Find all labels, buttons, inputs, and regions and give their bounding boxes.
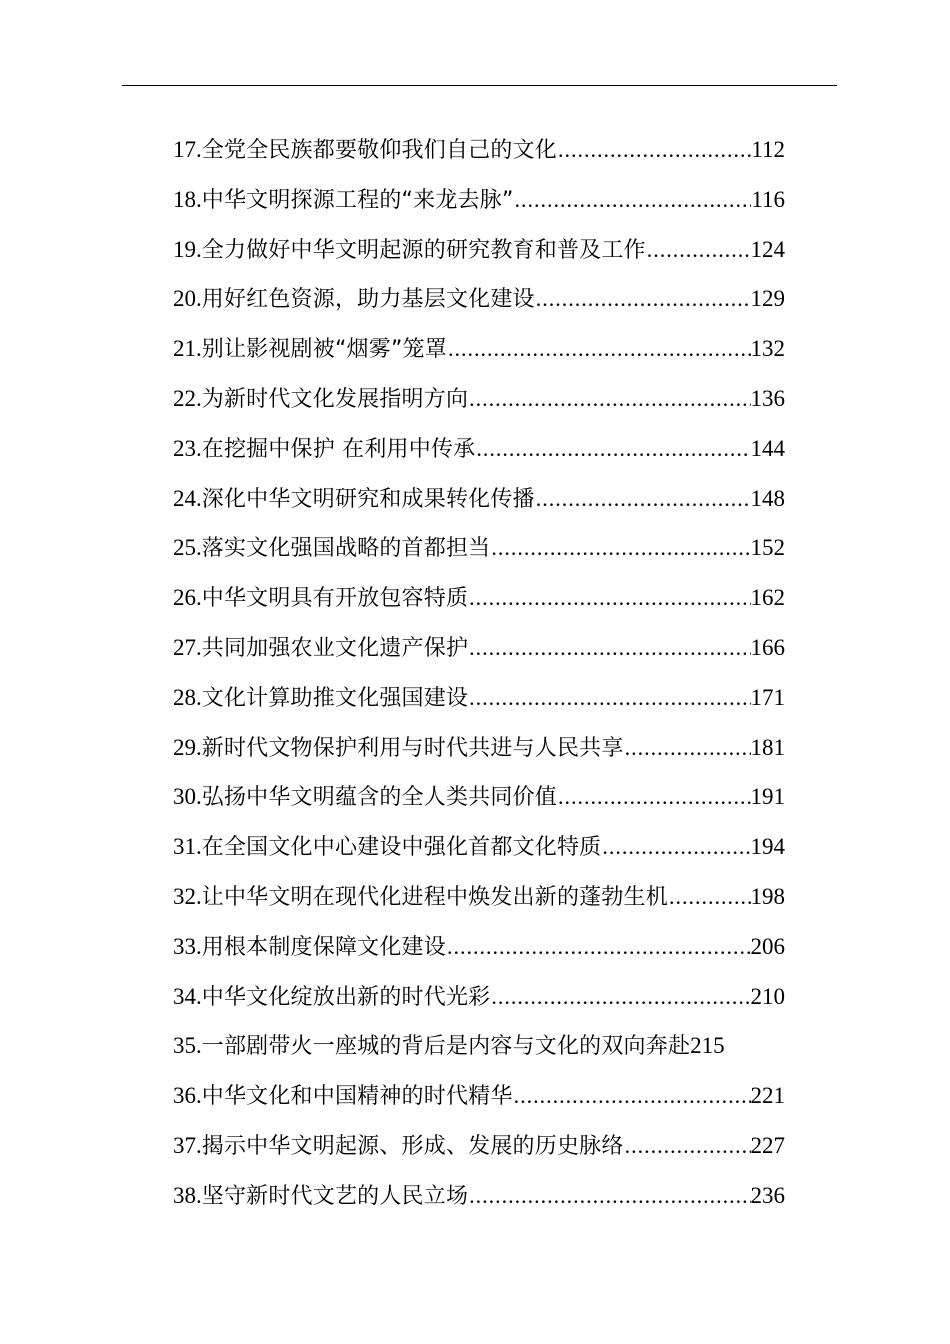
toc-entry-title: 全党全民族都要敬仰我们自己的文化 bbox=[201, 138, 557, 163]
toc-entry-number: 28. bbox=[173, 684, 202, 710]
toc-entry-page: 124 bbox=[750, 236, 785, 262]
toc-entry-number: 31. bbox=[173, 834, 202, 860]
toc-entry-title: 中华文化和中国精神的时代精华 bbox=[201, 1084, 513, 1110]
toc-entry-number: 33. bbox=[173, 933, 202, 959]
toc-entry-number: 23. bbox=[173, 435, 202, 461]
toc-entry[interactable] bbox=[173, 180, 785, 230]
toc-entry-title: 弘扬中华文明蕴含的全人类共同价值 bbox=[201, 785, 557, 811]
toc-entry[interactable] bbox=[173, 528, 785, 578]
toc-entry-page: 181 bbox=[750, 734, 785, 760]
toc-dot-leader bbox=[602, 827, 750, 867]
toc-entry-number: 36. bbox=[173, 1083, 202, 1109]
toc-entry-page: 152 bbox=[750, 535, 785, 561]
toc-entry-title: 共同加强农业文化遗产保护 bbox=[201, 635, 469, 661]
toc-entry-number: 25. bbox=[173, 535, 202, 561]
header-rule bbox=[122, 85, 837, 86]
toc-entry-title: 让中华文明在现代化进程中焕发出新的蓬勃生机 bbox=[201, 884, 668, 910]
toc-entry-number: 29. bbox=[173, 734, 202, 760]
toc-entry[interactable] bbox=[173, 777, 785, 827]
toc-entry[interactable] bbox=[173, 429, 785, 479]
toc-entry-title: 新时代文物保护利用与时代共进与人民共享 bbox=[201, 735, 624, 761]
toc-entry-title: 坚守新时代文艺的人民立场 bbox=[201, 1183, 469, 1209]
toc-entry-page: 227 bbox=[750, 1132, 785, 1158]
toc-dot-leader bbox=[647, 230, 751, 270]
toc-entry-page: 129 bbox=[750, 286, 785, 312]
toc-dot-leader bbox=[515, 180, 752, 220]
toc-entry-title: 为新时代文化发展指明方向 bbox=[201, 386, 469, 412]
toc-dot-leader bbox=[669, 877, 751, 917]
toc-entry-page: 210 bbox=[750, 983, 785, 1009]
toc-dot-leader bbox=[536, 279, 751, 319]
toc-dot-leader bbox=[625, 1126, 751, 1166]
toc-entry[interactable] bbox=[173, 329, 785, 379]
toc-entry-page: 171 bbox=[750, 684, 785, 710]
toc-entry-title: 一部剧带火一座城的背后是内容与文化的双向奔赴 bbox=[201, 1034, 691, 1060]
toc-entry[interactable] bbox=[173, 877, 785, 927]
toc-entry-title: 别让影视剧被“烟雾”笼罩 bbox=[201, 337, 447, 363]
toc-dot-leader bbox=[469, 379, 750, 419]
toc-entry-page: 162 bbox=[750, 585, 785, 611]
toc-entry[interactable] bbox=[173, 578, 785, 628]
toc-entry-number: 17. bbox=[173, 137, 202, 162]
toc-entry-number: 19. bbox=[173, 236, 202, 262]
toc-entry[interactable] bbox=[173, 927, 785, 977]
toc-entry-page: 206 bbox=[750, 933, 785, 959]
toc-entry-number: 27. bbox=[173, 634, 202, 660]
toc-entry-title: 在全国文化中心建设中强化首都文化特质 bbox=[201, 835, 602, 861]
toc-dot-leader bbox=[448, 329, 751, 369]
toc-dot-leader bbox=[558, 130, 751, 170]
toc-entry-title: 深化中华文明研究和成果转化传播 bbox=[201, 486, 535, 512]
toc-entry-number: 35. bbox=[173, 1033, 202, 1059]
toc-entry[interactable] bbox=[173, 379, 785, 429]
table-of-contents bbox=[173, 130, 813, 1226]
toc-entry-page: 116 bbox=[751, 186, 785, 212]
toc-dot-leader bbox=[469, 578, 750, 618]
toc-entry-number: 26. bbox=[173, 585, 202, 611]
toc-entry[interactable] bbox=[173, 728, 785, 778]
toc-entry[interactable] bbox=[173, 678, 785, 728]
toc-dot-leader bbox=[514, 1076, 751, 1116]
toc-entry-page: 132 bbox=[750, 336, 785, 362]
toc-entry-number: 30. bbox=[173, 784, 202, 810]
toc-dot-leader bbox=[447, 927, 751, 967]
toc-entry-page: 236 bbox=[750, 1182, 785, 1208]
toc-entry-page: 191 bbox=[750, 784, 785, 810]
toc-dot-leader bbox=[469, 1176, 750, 1216]
toc-entry-number: 18. bbox=[173, 186, 202, 212]
toc-entry[interactable] bbox=[173, 230, 785, 280]
toc-entry-number: 24. bbox=[173, 485, 202, 511]
toc-dot-leader bbox=[558, 777, 751, 817]
toc-entry-title: 文化计算助推文化强国建设 bbox=[201, 685, 469, 711]
toc-entry-title: 中华文明探源工程的“来龙去脉” bbox=[201, 187, 514, 213]
toc-entry-page: 112 bbox=[751, 137, 785, 162]
toc-dot-leader bbox=[476, 429, 750, 469]
toc-dot-leader bbox=[491, 528, 750, 568]
toc-entry[interactable] bbox=[173, 479, 785, 529]
toc-dot-leader bbox=[491, 977, 750, 1017]
toc-dot-leader bbox=[625, 728, 751, 768]
toc-entry[interactable] bbox=[173, 1076, 785, 1126]
toc-entry-number: 32. bbox=[173, 883, 202, 909]
toc-entry-title: 揭示中华文明起源、形成、发展的历史脉络 bbox=[201, 1133, 624, 1159]
toc-entry-page: 221 bbox=[750, 1083, 785, 1109]
toc-entry-number: 34. bbox=[173, 983, 202, 1009]
toc-entry[interactable] bbox=[173, 279, 785, 329]
toc-entry-title: 中华文明具有开放包容特质 bbox=[201, 586, 469, 612]
toc-entry[interactable] bbox=[173, 827, 785, 877]
toc-entry[interactable] bbox=[173, 977, 785, 1027]
toc-entry-number: 21. bbox=[173, 336, 202, 362]
toc-entry-number: 37. bbox=[173, 1132, 202, 1158]
toc-entry-title: 在挖掘中保护 在利用中传承 bbox=[201, 436, 476, 462]
toc-entry[interactable] bbox=[173, 130, 785, 180]
toc-entry-page: 136 bbox=[750, 385, 785, 411]
toc-entry[interactable] bbox=[173, 628, 785, 678]
toc-entry[interactable] bbox=[173, 1026, 813, 1076]
toc-entry-title: 落实文化强国战略的首都担当 bbox=[201, 536, 491, 562]
toc-entry[interactable] bbox=[173, 1126, 785, 1176]
toc-entry-page: 215 bbox=[690, 1033, 725, 1059]
toc-entry-title: 全力做好中华文明起源的研究教育和普及工作 bbox=[201, 237, 646, 263]
toc-entry-title: 中华文化绽放出新的时代光彩 bbox=[201, 984, 491, 1010]
toc-entry-page: 194 bbox=[750, 834, 785, 860]
toc-entry-number: 22. bbox=[173, 385, 202, 411]
toc-entry-title: 用好红色资源，助力基层文化建设 bbox=[201, 287, 535, 313]
toc-entry-page: 148 bbox=[750, 485, 785, 511]
toc-entry-page: 198 bbox=[750, 883, 785, 909]
toc-entry[interactable] bbox=[173, 1176, 785, 1226]
toc-entry-number: 38. bbox=[173, 1182, 202, 1208]
toc-entry-page: 144 bbox=[750, 435, 785, 461]
toc-dot-leader bbox=[536, 479, 751, 519]
toc-dot-leader bbox=[469, 678, 750, 718]
toc-entry-title: 用根本制度保障文化建设 bbox=[201, 934, 446, 960]
toc-dot-leader bbox=[469, 628, 750, 668]
toc-entry-page: 166 bbox=[750, 634, 785, 660]
toc-entry-number: 20. bbox=[173, 286, 202, 312]
